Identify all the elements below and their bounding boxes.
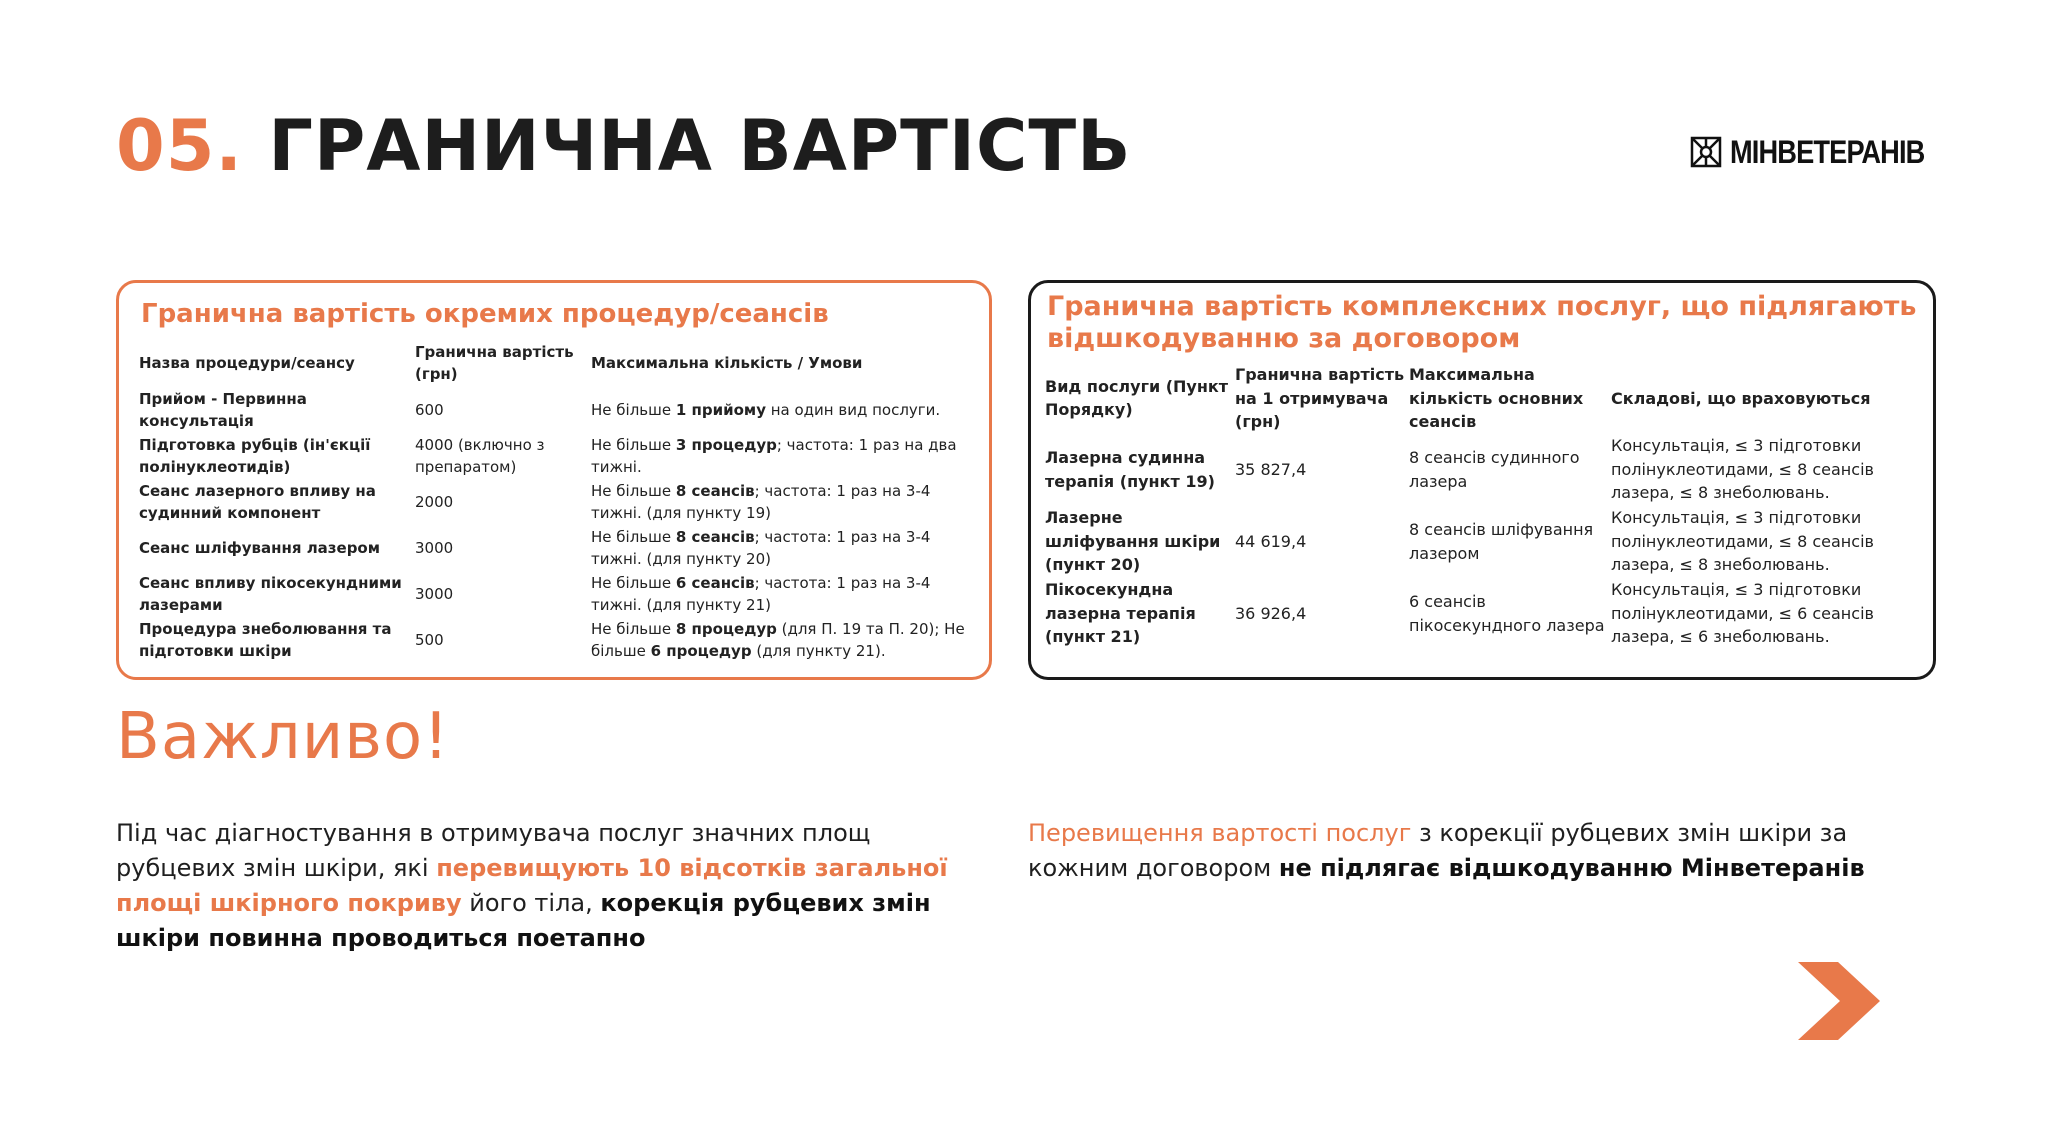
condition-segment: (для пункту 21). (751, 642, 886, 660)
note-text: з корекції рубцевих змін шкіри за кожним договором (1028, 819, 1848, 882)
service-price: 44 619,4 (1235, 531, 1307, 551)
note-emphasis: корекція рубцевих змін шкіри повинна проводиться поетапно (116, 889, 931, 952)
service-sessions: 8 сеансів судинного лазера (1409, 448, 1580, 491)
condition-segment: 8 сеансів (675, 482, 755, 500)
note-emphasis: не підлягає відшкодуванню Мінветеранів (1278, 854, 1865, 882)
important-note-right (1028, 816, 1928, 886)
table-row (1045, 434, 1915, 506)
condition-segment: Не більше (591, 482, 676, 500)
service-price: 35 827,4 (1235, 459, 1307, 479)
condition-segment: Не більше (591, 620, 676, 638)
procedure-conditions (591, 617, 969, 663)
service-components: Консультація, ≤ 3 підготовки полінуклеотидами, ≤ 8 сеансів лазера, ≤ 8 знеболювань. (1611, 508, 1874, 575)
condition-segment: Не більше (591, 436, 676, 454)
procedure-price: 600 (415, 401, 444, 419)
procedures-card (116, 280, 992, 680)
procedure-conditions (591, 479, 969, 525)
condition-segment: 8 сеансів (675, 528, 755, 546)
service-price: 36 926,4 (1235, 603, 1307, 623)
note-text: Під час діагностування в отримувача послуг значних площ рубцевих змін шкіри, які (116, 819, 871, 882)
service-sessions: 6 сеансів пікосекундного лазера (1409, 592, 1605, 635)
table-row (139, 571, 969, 617)
procedures-table-body (139, 387, 969, 663)
procedures-card-title: Гранична вартість окремих процедур/сеансів (141, 299, 829, 329)
note-highlight: Перевищення вартості послуг (1028, 819, 1412, 847)
condition-segment: ; частота: 1 раз на 3-4 тижні. (для пункту 20) (591, 528, 931, 568)
condition-segment: Не більше (591, 574, 676, 592)
procedure-name: Прийом - Первинна консультація (139, 390, 307, 430)
chevron-right-icon[interactable] (1798, 962, 1880, 1040)
note-highlight: перевищують 10 відсотків загальної площі шкірного покриву (116, 854, 948, 917)
table-row (139, 433, 969, 479)
procedure-conditions (591, 433, 969, 479)
procedure-name: Сеанс лазерного впливу на судинний компонент (139, 482, 376, 522)
service-service: Лазерне шліфування шкіри (пункт 20) (1045, 508, 1221, 575)
column-header: Максимальна кількість / Умови (591, 354, 863, 372)
condition-segment: Не більше (591, 401, 676, 419)
condition-segment: 8 процедур (675, 620, 777, 638)
column-header: Гранична вартість на 1 отримувача (грн) (1235, 365, 1405, 431)
service-service: Пікосекундна лазерна терапія (пункт 21) (1045, 580, 1196, 647)
title-text: ГРАНИЧНА ВАРТІСТЬ (268, 105, 1132, 187)
ministry-emblem-icon (1690, 136, 1722, 168)
procedures-table (139, 339, 969, 663)
table-row (139, 387, 969, 433)
complex-services-table-body (1045, 434, 1915, 650)
service-components: Консультація, ≤ 3 підготовки полінуклеотидами, ≤ 8 сеансів лазера, ≤ 8 знеболювань. (1611, 436, 1874, 503)
condition-segment: Не більше (591, 528, 676, 546)
procedure-conditions (591, 525, 969, 571)
procedure-name: Сеанс шліфування лазером (139, 539, 380, 557)
procedure-name: Процедура знеболювання та підготовки шкіри (139, 620, 392, 660)
condition-segment: на один вид послуги. (765, 401, 941, 419)
procedure-price: 4000 (включно з препаратом) (415, 436, 545, 476)
procedure-name: Підготовка рубців (ін'єкції полінуклеотидів) (139, 436, 371, 476)
procedure-price: 3000 (415, 539, 454, 557)
section-number: 05. (116, 105, 244, 187)
table-row (139, 479, 969, 525)
service-sessions: 8 сеансів шліфування лазером (1409, 520, 1594, 563)
complex-services-card (1028, 280, 1936, 680)
procedure-price: 3000 (415, 585, 454, 603)
column-header: Максимальна кількість основних сеансів (1409, 365, 1584, 431)
table-row (1045, 578, 1915, 650)
complex-services-card-title: Гранична вартість комплексних послуг, що підлягають відшкодуванню за договором (1047, 291, 1917, 354)
table-row (139, 617, 969, 663)
important-heading: Важливо! (116, 700, 450, 774)
column-header: Гранична вартість (грн) (415, 343, 574, 383)
procedure-price: 2000 (415, 493, 454, 511)
important-note-left (116, 816, 996, 956)
logo-text: МІНВЕТЕРАНІВ (1730, 133, 1925, 170)
condition-segment: 3 процедур (675, 436, 777, 454)
condition-segment: 1 прийому (675, 401, 766, 419)
procedure-price: 500 (415, 631, 444, 649)
procedure-name: Сеанс впливу пікосекундними лазерами (139, 574, 402, 614)
condition-segment: 6 сеансів (675, 574, 755, 592)
table-header-row (1045, 363, 1915, 434)
procedure-conditions (591, 387, 969, 433)
table-row (139, 525, 969, 571)
service-service: Лазерна судинна терапія (пункт 19) (1045, 448, 1215, 491)
complex-services-table (1045, 363, 1915, 650)
table-header-row (139, 339, 969, 387)
page-title (116, 105, 1132, 187)
condition-segment: 6 процедур (650, 642, 752, 660)
note-text: його тіла, (461, 889, 601, 917)
condition-segment: ; частота: 1 раз на 3-4 тижні. (для пункту 21) (591, 574, 931, 614)
condition-segment: ; частота: 1 раз на два тижні. (591, 436, 957, 476)
condition-segment: (для П. 19 та П. 20); Не більше (591, 620, 965, 660)
procedure-conditions (591, 571, 969, 617)
table-row (1045, 506, 1915, 578)
column-header: Складові, що враховуються (1611, 388, 1871, 408)
service-components: Консультація, ≤ 3 підготовки полінуклеотидами, ≤ 6 сеансів лазера, ≤ 6 знеболювань. (1611, 580, 1874, 647)
condition-segment: ; частота: 1 раз на 3-4 тижні. (для пункту 19) (591, 482, 931, 522)
ministry-logo (1690, 132, 1959, 172)
column-header: Вид послуги (Пункт Порядку) (1045, 376, 1229, 420)
column-header: Назва процедури/сеансу (139, 354, 355, 372)
